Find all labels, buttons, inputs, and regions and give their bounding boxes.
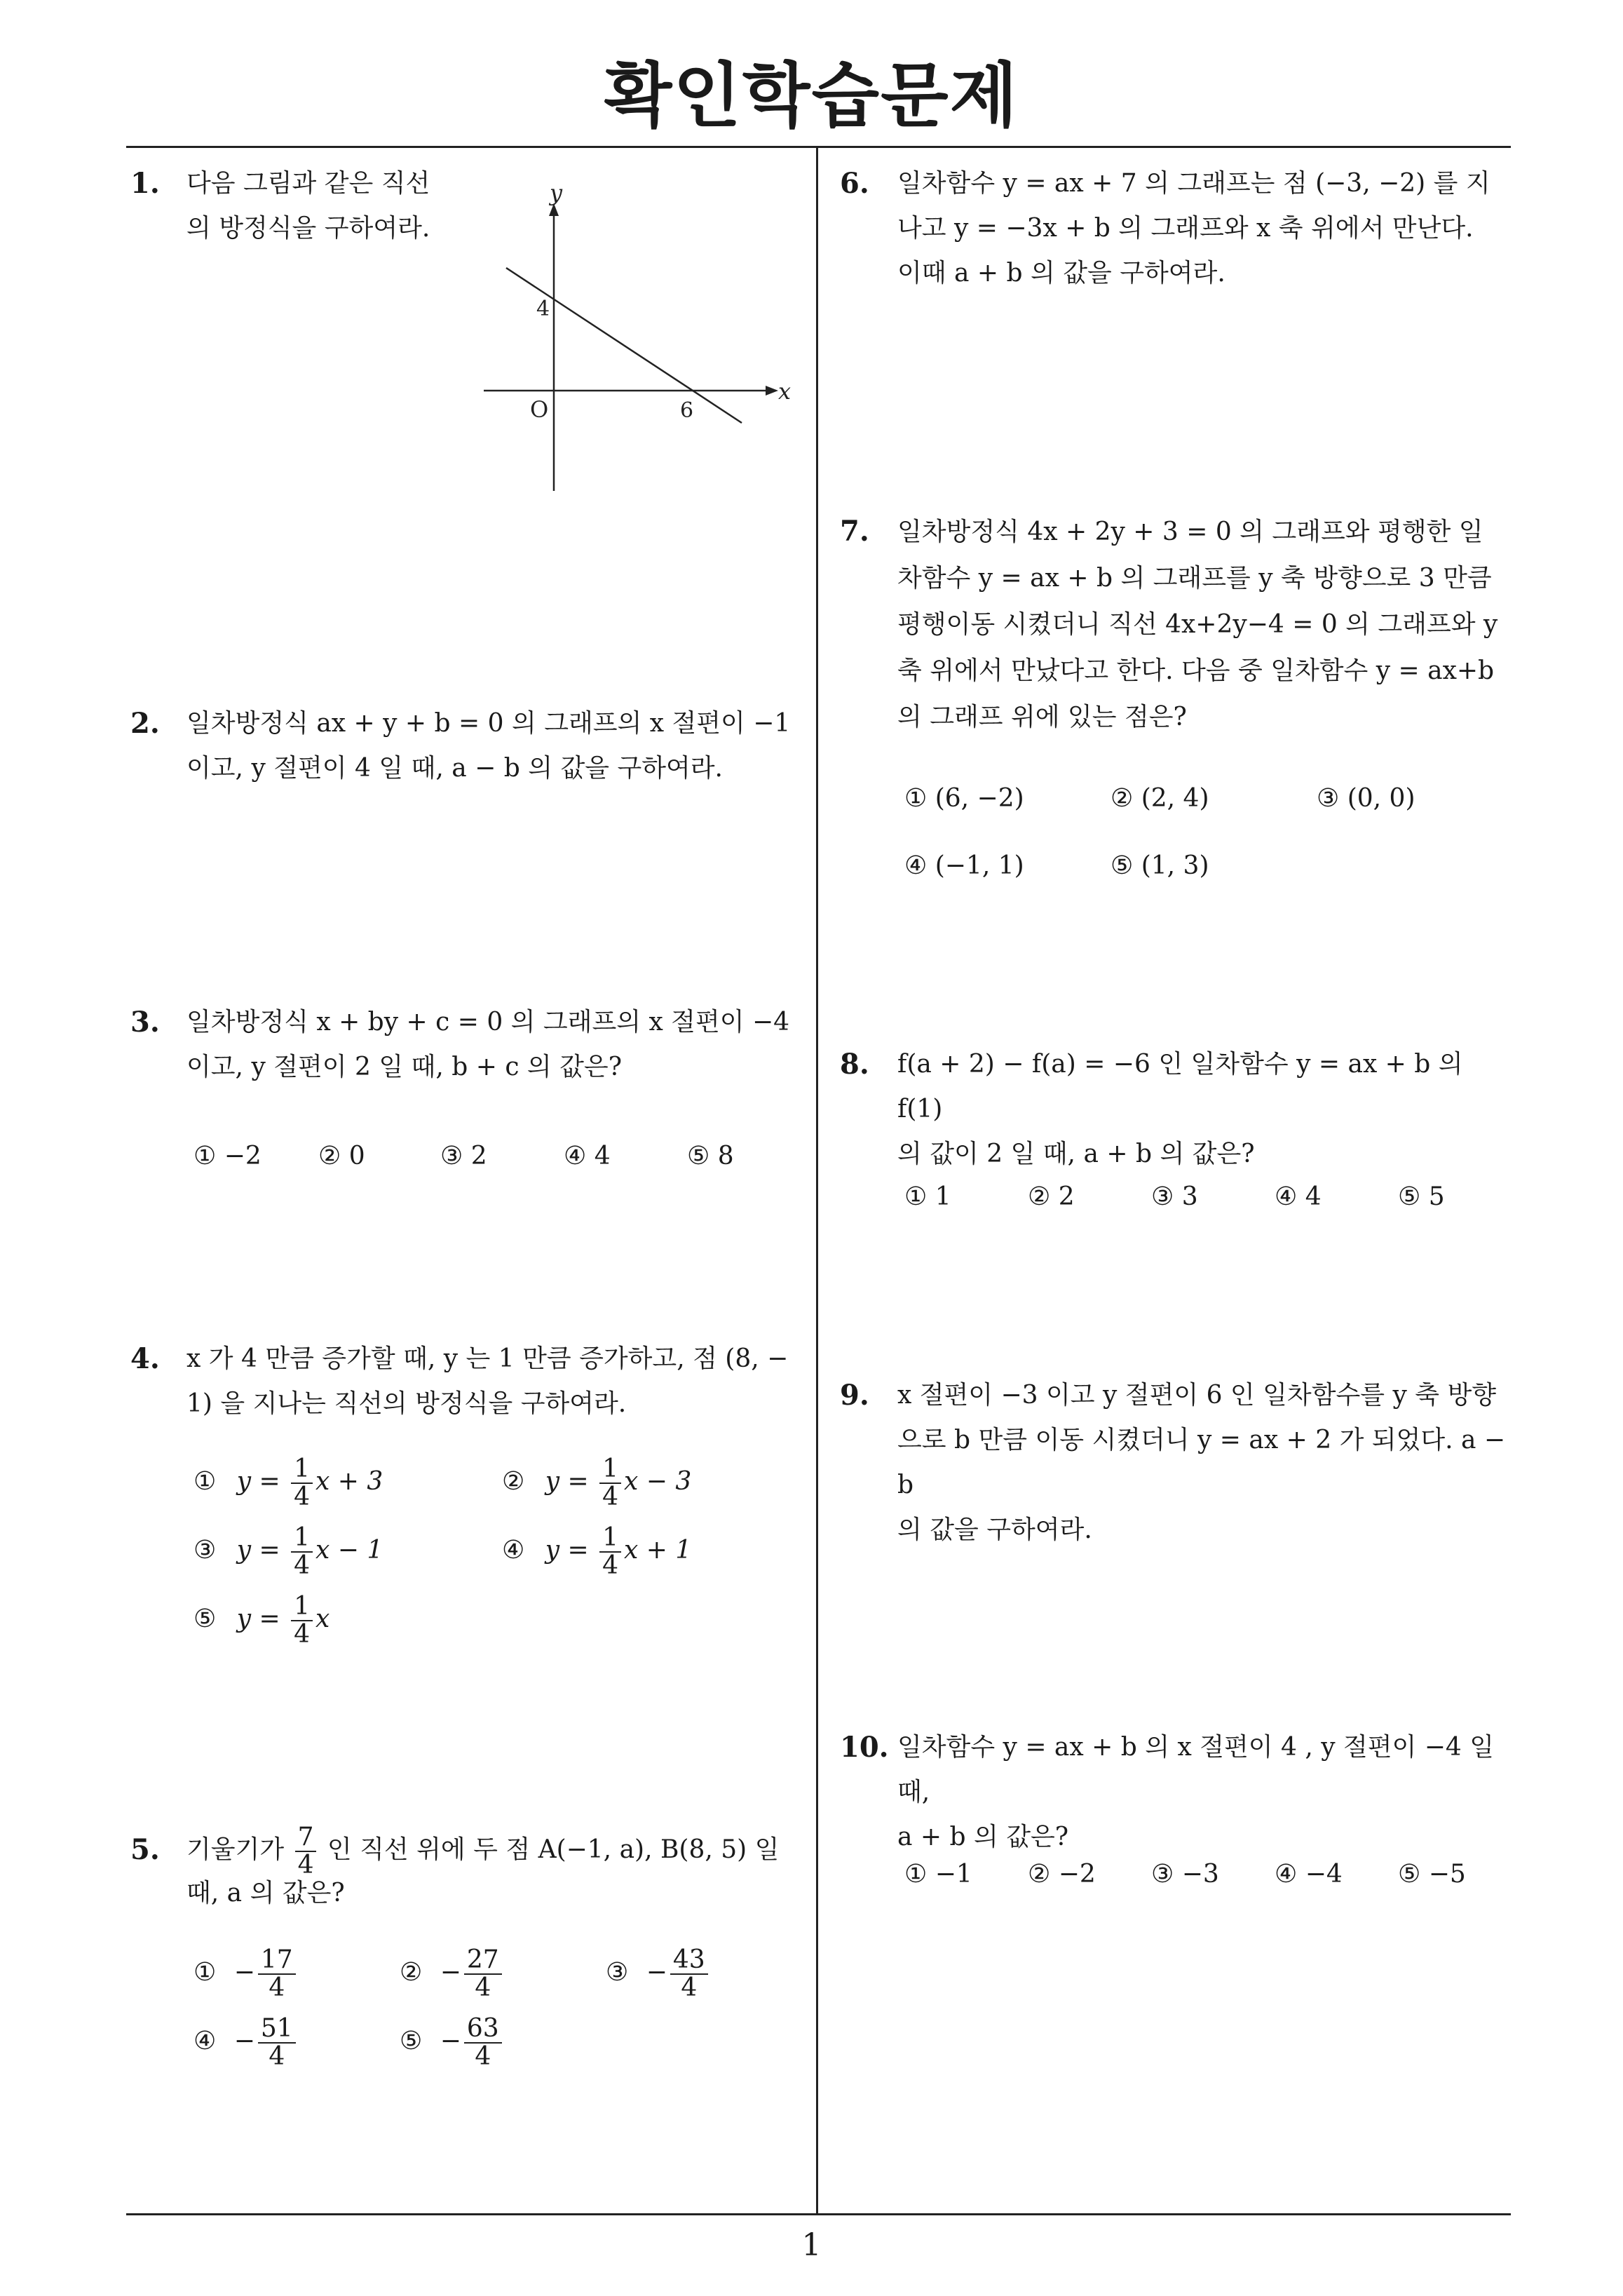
line-graph [477,175,813,498]
question-text-line: x 절편이 −3 이고 y 절편이 6 인 일차함수를 y 축 방향 [897,1381,1497,1410]
choice-2[interactable]: ② 2 [1028,1182,1075,1211]
choice-2[interactable]: ② −2 [1028,1860,1096,1889]
question-text-line: f(a + 2) − f(a) = −6 인 일차함수 y = ax + b 의 f(1) [897,1050,1463,1123]
question-text-line: 1) 을 지나는 직선의 방정식을 구하여라. [186,1389,627,1418]
question-text-line: 다음 그림과 같은 직선 [186,169,430,198]
page-number: 1 [801,2227,822,2263]
fraction: $\frac{1}{4}$ [291,1456,313,1511]
question-number: 3. [130,1006,160,1039]
answer-choices [193,1456,810,1666]
choice-4[interactable]: ④ − $\frac{51}{4}$ [193,2015,299,2070]
question-text-line: 의 값을 구하여라. [897,1515,1092,1544]
question-text-line: 차함수 y = ax + b 의 그래프를 y 축 방향으로 3 만큼 [897,564,1492,593]
x-intercept-label: 6 [680,398,694,423]
question-text-line: 일차방정식 x + by + c = 0 의 그래프의 x 절편이 −4 [186,1008,790,1036]
choice-mark: ① [193,1466,217,1496]
choice-mark: ⑤ [193,1604,217,1633]
question-text-line: 의 방정식을 구하여라. [186,214,430,243]
question-number: 5. [130,1833,160,1866]
choice-1[interactable]: ① −1 [904,1860,972,1889]
origin-label: O [530,396,549,423]
answer-choices [193,1947,810,2094]
question-number: 2. [130,707,160,740]
answer-choices [904,1182,1507,1217]
question-text: 기울기가 [186,1835,285,1864]
choice-1[interactable] [193,1456,383,1511]
choice-3[interactable]: ③ 3 [1151,1182,1198,1211]
question-text-line: 나고 y = −3x + b 의 그래프와 x 축 위에서 만난다. [897,214,1474,243]
question-number: 4. [130,1342,160,1375]
choice-rest: x − 1 [315,1535,383,1565]
choice-3[interactable] [193,1525,383,1579]
choice-lhs: y = [236,1604,280,1633]
fraction: $\frac{1}{4}$ [291,1525,313,1579]
y-axis-label: y [550,180,563,206]
choice-3[interactable]: ③ (0, 0) [1317,784,1415,813]
question-number: 1. [130,167,160,200]
question-text-line: 으로 b 만큼 이동 시켰더니 y = ax + 2 가 되었다. a − b [897,1426,1506,1499]
choice-4[interactable] [502,1525,691,1579]
choice-rest: x + 3 [315,1466,383,1496]
choice-5[interactable]: ⑤ −5 [1398,1860,1466,1889]
question-text-line: 축 위에서 만났다고 한다. 다음 중 일차함수 y = ax+b [897,656,1495,685]
fraction: $\frac{1}{4}$ [599,1456,621,1511]
page-title: 확인학습문제 [604,55,1019,137]
choice-mark: ③ [193,1535,217,1565]
y-intercept-label: 4 [536,297,550,321]
x-axis-arrow [766,386,778,396]
question-number: 9. [840,1379,869,1412]
choice-5[interactable]: ⑤ − $\frac{63}{4}$ [400,2015,505,2070]
question-text-line: 일차방정식 4x + 2y + 3 = 0 의 그래프와 평행한 일 [897,518,1483,546]
choice-4[interactable]: ④ −4 [1275,1860,1343,1889]
fraction: $\frac{1}{4}$ [291,1593,313,1648]
question-number: 6. [840,167,869,200]
choice-lhs: y = [545,1535,589,1565]
choice-5[interactable]: ⑤ 8 [687,1142,734,1170]
choice-2[interactable]: ② 0 [318,1142,365,1170]
choice-5[interactable] [193,1593,330,1648]
choice-5[interactable]: ⑤ (1, 3) [1111,851,1209,880]
answer-choices [904,784,1507,889]
choice-1[interactable]: ① −2 [193,1142,262,1170]
answer-choices [193,1142,810,1177]
choice-1[interactable]: ① − $\frac{17}{4}$ [193,1947,299,2001]
footer-rule [126,2213,1511,2215]
question-text-line: 이때 a + b 의 값을 구하여라. [897,259,1225,288]
choice-3[interactable]: ③ 2 [440,1142,487,1170]
question-number: 10. [840,1731,889,1764]
answer-choices [904,1860,1507,1895]
x-axis-label: x [778,378,792,405]
choice-mark: ④ [502,1535,525,1565]
choice-lhs: y = [236,1535,280,1565]
choice-mark: ② [502,1466,525,1496]
header-rule [126,146,1511,148]
choice-1[interactable]: ① (6, −2) [904,784,1024,813]
choice-rest: x [315,1604,330,1633]
question-text-line: 일차함수 y = ax + b 의 x 절편이 4 , y 절편이 −4 일 때, [897,1733,1495,1807]
question-text-line: 일차함수 y = ax + 7 의 그래프는 점 (−3, −2) 를 지 [897,169,1490,198]
choice-4[interactable]: ④ (−1, 1) [904,851,1024,880]
question-text-line: x 가 4 만큼 증가할 때, y 는 1 만큼 증가하고, 점 (8, − [186,1344,789,1373]
slope-fraction: $\frac{7}{4}$ [295,1824,317,1879]
question-text-line: 의 값이 2 일 때, a + b 의 값은? [897,1140,1255,1168]
question-text-line: 때, a 의 값은? [186,1879,345,1907]
choice-4[interactable]: ④ 4 [1275,1182,1322,1211]
choice-2[interactable]: ② (2, 4) [1111,784,1209,813]
question-text-line: 의 그래프 위에 있는 점은? [897,703,1187,731]
question-number: 8. [840,1048,869,1081]
choice-3[interactable]: ③ −3 [1151,1860,1219,1889]
choice-5[interactable]: ⑤ 5 [1398,1182,1445,1211]
choice-rest: x − 3 [624,1466,692,1496]
column-divider [816,146,818,2215]
question-number: 7. [840,515,869,548]
choice-2[interactable] [502,1456,691,1511]
question-text: 인 직선 위에 두 점 A(−1, a), B(8, 5) 일 [327,1835,780,1864]
fraction: $\frac{1}{4}$ [599,1525,621,1579]
choice-rest: x + 1 [624,1535,692,1565]
choice-1[interactable]: ① 1 [904,1182,951,1211]
choice-lhs: y = [545,1466,589,1496]
choice-2[interactable]: ② − $\frac{27}{4}$ [400,1947,505,2001]
question-text-line: 일차방정식 ax + y + b = 0 의 그래프의 x 절편이 −1 [186,709,791,738]
question-text-line: 평행이동 시켰더니 직선 4x+2y−4 = 0 의 그래프와 y [897,610,1498,639]
question-text-line: a + b 의 값은? [897,1823,1069,1851]
question-text-line: 이고, y 절편이 2 일 때, b + c 의 값은? [186,1053,622,1081]
question-text-line: 이고, y 절편이 4 일 때, a − b 의 값을 구하여라. [186,754,723,783]
choice-3[interactable]: ③ − $\frac{43}{4}$ [606,1947,711,2001]
choice-4[interactable]: ④ 4 [564,1142,611,1170]
choice-lhs: y = [236,1466,280,1496]
